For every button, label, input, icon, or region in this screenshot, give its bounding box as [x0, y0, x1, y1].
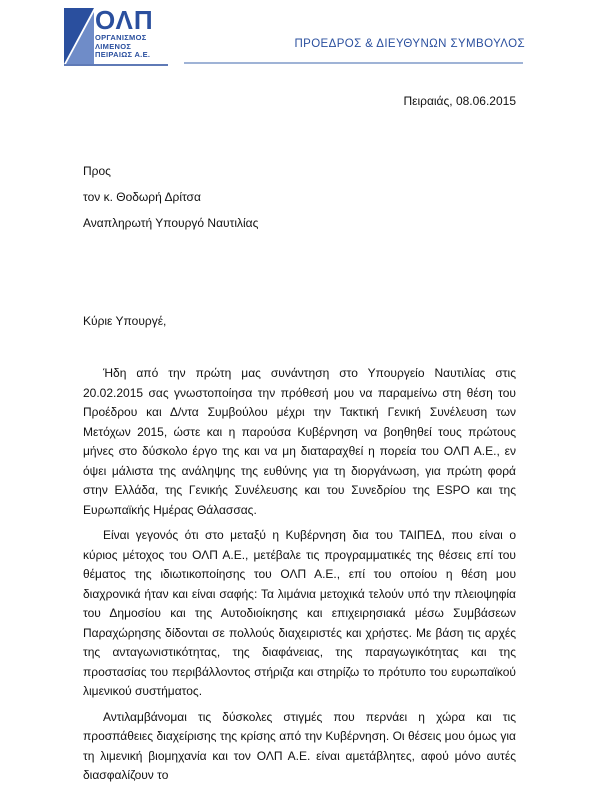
logo-mark: ΟΛΠ	[95, 5, 154, 35]
recipient-name: τον κ. Θοδωρή Δρίτσα	[83, 190, 201, 204]
header-title: ΠΡΟΕΔΡΟΣ & ΔΙΕΥΘΥΝΩΝ ΣΥΜΒΟΥΛΟΣ	[294, 38, 525, 50]
paragraph-3: Αντιλαμβάνομαι τις δύσκολες στιγμές που περνάει η χώρα και τις προσπάθειες διαχείρισης της κρίσης από την Κυβέρνηση. Οι θέσεις μου όμως για τη λιμενική βιομηχανία και τον ΟΛΠ Α.Ε. είναι αμετάβλητες, αφού μόνο αυτές διασφαλίζουν το	[83, 709, 516, 782]
logo-line-3: ΠΕΙΡΑΙΩΣ Α.Ε.	[95, 50, 151, 59]
letter-body	[83, 364, 516, 792]
paragraph-2: Είναι γεγονός ότι στο μεταξύ η Κυβέρνηση δια του ΤΑΙΠΕΔ, που είναι ο κύριος μέτοχος του ΟΛΠ Α.Ε., μετέβαλε τις προγραμματικές της θέσεις επί του θέματος της ιδιωτικοποίησης του ΟΛΠ Α.Ε., επί του οποίου η θέση μου διαχρονικά ήταν και είναι σαφής: Τα λιμάνια μετοχικά τελούν υπό την πλειοψηφία του Δημοσίου και της Αυτοδιοίκησης και επιχειρησιακά μέσω Συμβάσεων Παραχώρησης δίδονται σε πολλούς διαχειριστές και χρήστες. Με βάση τις αρχές της ανταγωνιστικότητας, της διαφάνειας, της παραγωγικότητας και της προστασίας του περιβάλλοντος στήριζα και στηρίζω το πρότυπο του ευρωπαϊκού λιμενικού συστήματος.	[83, 528, 516, 698]
logo-text	[95, 6, 167, 60]
logo-line-2: ΛΙΜΕΝΟΣ	[95, 41, 132, 51]
recipient-to: Προς	[83, 164, 111, 178]
recipient-position: Αναπληρωτή Υπουργό Ναυτιλίας	[83, 216, 259, 230]
date-line: Πειραιάς, 08.06.2015	[403, 94, 516, 108]
paragraph-1: Ήδη από την πρώτη μας συνάντηση στο Υπουργείο Ναυτιλίας στις 20.02.2015 σας γνωστοποίησα την πρόθεσή μου να παραμείνω στη θέση του Προέδρου και Δ/ντα Συμβούλου μέχρι την Τακτική Γενική Συνέλευση των Μετόχων 2015, ώστε και η παρούσα Κυβέρνηση να βοηθηθεί τους πρώτους μήνες στο δύσκολο έργο της και να μη διαταραχθεί η πορεία του ΟΛΠ Α.Ε., εν όψει μάλιστα της ανάληψης της ευθύνης για τη διοργάνωση, για πρώτη φορά στην Ελλάδα, της Γενικής Συνέλευσης και του Συνεδρίου της ESPO και της Ευρωπαϊκής Ημέρας Θάλασσας.	[83, 366, 516, 517]
salutation: Κύριε Υπουργέ,	[83, 314, 167, 328]
header-rule	[184, 62, 523, 64]
logo-line-1: ΟΡΓΑΝΙΣΜΟΣ	[95, 33, 147, 42]
olp-logo	[64, 6, 168, 66]
